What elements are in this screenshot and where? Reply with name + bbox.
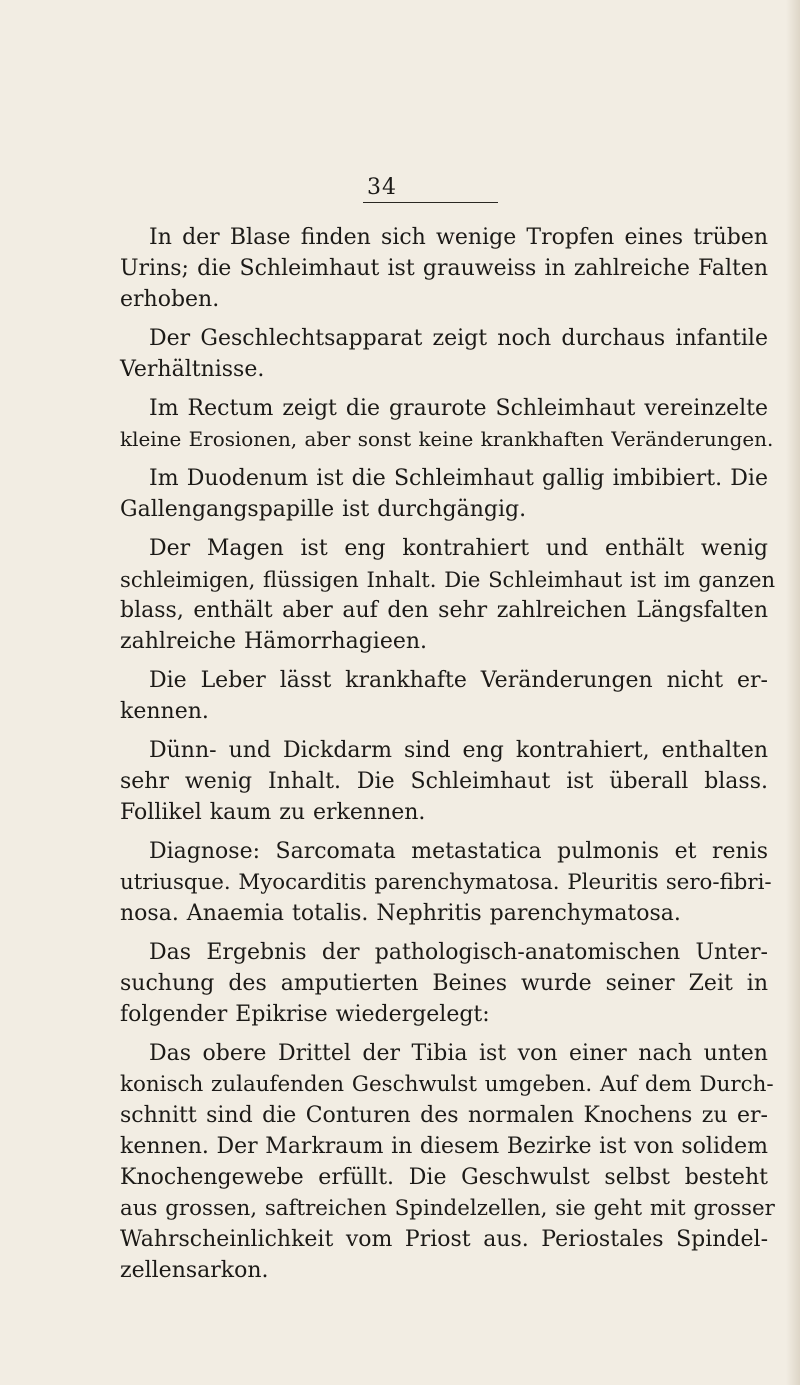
- text-line: Das Ergebnis der pathologisch-anatomischen Unter-: [149, 940, 768, 965]
- page-number: 34: [367, 175, 397, 200]
- text-line: Im Duodenum ist die Schleimhaut gallig imbibiert. Die: [149, 466, 768, 491]
- paragraph-geschlechtsapparat: [120, 323, 768, 385]
- text-line: Urins; die Schleimhaut ist grauweiss in zahlreiche Falten: [120, 256, 769, 281]
- page-edge-shadow: [786, 0, 800, 1385]
- text-line: Der Geschlechtsapparat zeigt noch durchaus infantile: [149, 326, 768, 351]
- text-line: kennen.: [120, 699, 209, 724]
- text-line: zahlreiche Hämorrhagieen.: [120, 629, 428, 654]
- text-line: Im Rectum zeigt die graurote Schleimhaut vereinzelte: [149, 396, 769, 421]
- text-line: Knochengewebe erfüllt. Die Geschwulst selbst besteht: [120, 1165, 768, 1190]
- text-line: kennen. Der Markraum in diesem Bezirke ist von solidem: [120, 1134, 768, 1159]
- paragraph-darm: [120, 735, 768, 828]
- paragraph-ergebnis: [120, 937, 768, 1030]
- paragraph-diagnose: [120, 836, 772, 929]
- text-line: aus grossen, saftreichen Spindelzellen, sie geht mit grosser: [120, 1196, 775, 1221]
- text-line: Gallengangspapille ist durchgängig.: [120, 497, 527, 522]
- text-line: Follikel kaum zu erkennen.: [120, 800, 426, 825]
- text-line: Dünn- und Dickdarm sind eng kontrahiert, enthalten: [149, 738, 769, 763]
- text-line: schleimigen, flüssigen Inhalt. Die Schleimhaut ist im ganzen: [120, 567, 776, 592]
- text-line: blass, enthält aber auf den sehr zahlreichen Längsfalten: [120, 598, 768, 623]
- text-line: Wahrscheinlichkeit vom Priost aus. Periostales Spindel-: [120, 1227, 769, 1252]
- text-line: schnitt sind die Conturen des normalen Knochens zu er-: [120, 1103, 768, 1128]
- text-line: Diagnose: Sarcomata metastatica pulmonis et renis: [149, 839, 769, 864]
- paragraph-magen: [120, 533, 776, 657]
- text-line: Das obere Drittel der Tibia ist von einer nach unten: [149, 1041, 768, 1066]
- text-line: utriusque. Myocarditis parenchymatosa. Pleuritis sero-fibri-: [120, 870, 772, 895]
- text-line: Der Magen ist eng kontrahiert und enthält wenig: [149, 536, 769, 561]
- body-text: [120, 222, 776, 1294]
- paragraph-blase: [120, 222, 768, 315]
- text-line: sehr wenig Inhalt. Die Schleimhaut ist überall blass.: [120, 769, 768, 794]
- text-line: nosa. Anaemia totalis. Nephritis parenchymatosa.: [120, 901, 681, 926]
- text-line: In der Blase finden sich wenige Tropfen eines trüben: [149, 225, 769, 250]
- paragraph-duodenum: [120, 463, 768, 525]
- text-line: folgender Epikrise wiedergelegt:: [120, 1002, 490, 1027]
- text-line: zellensarkon.: [120, 1258, 269, 1283]
- paragraph-epikrise: [120, 1038, 775, 1286]
- paragraph-leber: [120, 665, 768, 727]
- text-line: kleine Erosionen, aber sonst keine krankhaften Veränderungen.: [120, 427, 774, 451]
- text-line: Verhältnisse.: [120, 357, 265, 382]
- text-line: Die Leber lässt krankhafte Veränderungen nicht er-: [149, 668, 768, 693]
- text-line: suchung des amputierten Beines wurde seiner Zeit in: [120, 971, 769, 996]
- text-line: konisch zulaufenden Geschwulst umgeben. Auf dem Durch-: [120, 1072, 774, 1097]
- text-line: erhoben.: [120, 287, 220, 312]
- header-rule: [363, 202, 498, 203]
- paragraph-rectum: [120, 393, 774, 455]
